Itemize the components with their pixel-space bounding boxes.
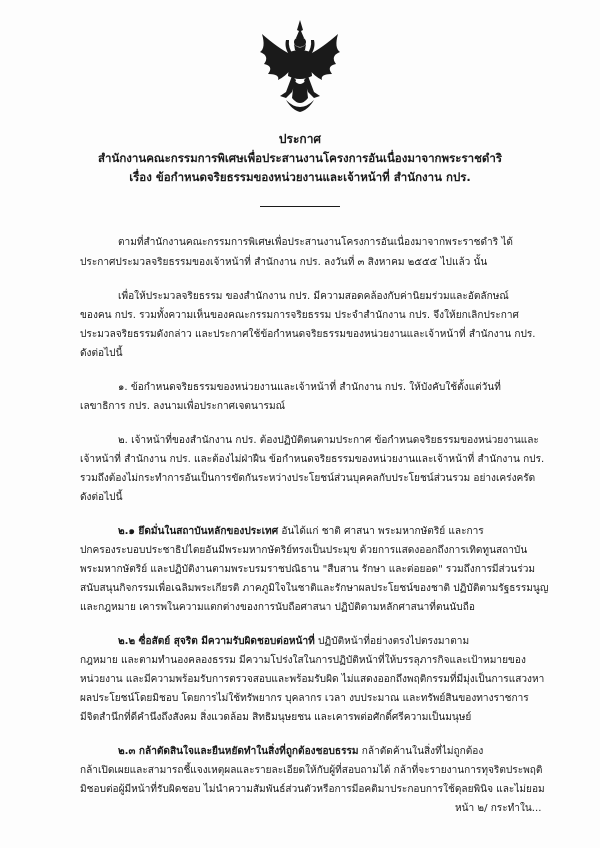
paragraph-line: มิชอบต่อผู้มีหน้าที่รับผิดชอบ ไม่นำความสัมพันธ์ส่วนตัวหรือการมีอคติมาประกอบการใช้ดุลยพินิจ และไม่ยอม	[80, 784, 545, 795]
clause-text: ปฏิบัติหน้าที่อย่างตรงไปตรงมาตาม	[314, 636, 470, 647]
paragraph-line: เลขาธิการ กปร. ลงนามเพื่อประกาศเจตนารมณ์	[80, 401, 285, 412]
paragraph-line: ๒. เจ้าหน้าที่ของสำนักงาน กปร. ต้องปฏิบัติตนตามประกาศ ข้อกำหนดจริยธรรมของหน่วยงานและ	[118, 435, 539, 446]
garuda-emblem	[256, 18, 344, 116]
clause-2-1-heading: ๒.๑ ยึดมั่นในสถาบันหลักของประเทศ	[118, 526, 279, 537]
clause-2-3-heading: ๒.๓ กล้าตัดสินใจและยืนหยัดทำในสิ่งที่ถูกต้องชอบธรรม	[118, 746, 359, 757]
paragraph-line: เจ้าหน้าที่ สำนักงาน กปร. และต้องไม่ฝ่าฝืน ข้อกำหนดจริยธรรมของหน่วยงานและเจ้าหน้าที่ สำนักงาน กปร.	[80, 454, 545, 465]
clause-text: อันได้แก่ ชาติ ศาสนา พระมหากษัตริย์ และการ	[278, 526, 484, 537]
paragraph-line: รวมถึงต้องไม่กระทำการอันเป็นการขัดกันระหว่างประโยชน์ส่วนบุคคลกับประโยชน์ส่วนรวม อย่างเคร่งครัด	[80, 473, 536, 484]
clause-2-2-heading: ๒.๒ ซื่อสัตย์ สุจริต มีความรับผิดชอบต่อหน้าที่	[118, 636, 315, 647]
organization-name: สำนักงานคณะกรรมการพิเศษเพื่อประสานงานโครงการอันเนื่องมาจากพระราชดำริ	[97, 151, 503, 165]
paragraph-line: ตามที่สำนักงานคณะกรรมการพิเศษเพื่อประสานงานโครงการอันเนื่องมาจากพระราชดำริ ได้	[118, 237, 513, 248]
paragraph-line: ประกาศประมวลจริยธรรมของเจ้าหน้าที่ สำนักงาน กปร. ลงวันที่ ๓ สิงหาคม ๒๕๕๕ ไปแล้ว นั้น	[80, 257, 488, 268]
paragraph-line: ๑. ข้อกำหนดจริยธรรมของหน่วยงานและเจ้าหน้าที่ สำนักงาน กปร. ให้บังคับใช้ตั้งแต่วันที่	[118, 382, 501, 393]
page-continuation-note: หน้า ๒/ กระทำใน...	[455, 803, 542, 814]
paragraph-line: และกฎหมาย เคารพในความแตกต่างของการนับถือศาสนา ปฏิบัติตามหลักศาสนาที่ตนนับถือ	[80, 602, 475, 613]
paragraph-line: ดังต่อไปนี้	[80, 348, 123, 359]
paragraph-line: ปกครองระบอบประชาธิปไตยอันมีพระมหากษัตริย์ทรงเป็นประมุข ด้วยการแสดงออกถึงการเทิดทูนสถาบัน	[80, 545, 528, 556]
paragraph-line: ของคน กปร. รวมทั้งความเห็นของคณะกรรมการจริยธรรม ประจำสำนักงาน กปร. จึงให้ยกเลิกประกาศ	[80, 310, 519, 321]
paragraph-line: สนับสนุนกิจกรรมเพื่อเฉลิมพระเกียรติ ภาคภูมิใจในชาติและรักษาผลประโยชน์ของชาติ ปฏิบัติตามรัฐธรรมนูญ	[80, 583, 549, 594]
clause-2-2-first-line	[118, 635, 469, 649]
paragraph-line: กฎหมาย และตามทำนองคลองธรรม มีความโปร่งใสในการปฏิบัติหน้าที่ให้บรรลุภารกิจและเป้าหมายของ	[80, 655, 526, 666]
paragraph-line: พระมหากษัตริย์ และปฏิบัติงานตามพระบรมราชปณิธาน "สืบสาน รักษา และต่อยอด" รวมถึงการมีส่วนร่วม	[80, 564, 536, 575]
paragraph-line: ดังต่อไปนี้	[80, 492, 123, 503]
paragraph-line: เพื่อให้ประมวลจริยธรรม ของสำนักงาน กปร. มีความสอดคล้องกับค่านิยมร่วมและอัตลักษณ์	[118, 291, 509, 302]
paragraph-line: หน่วยงาน และมีความพร้อมรับการตรวจสอบและพร้อมรับผิด ไม่แสดงออกถึงพฤติกรรมที่มีมุ่งเป็นการแสวงหา	[80, 674, 545, 685]
paragraph-line: มีจิตสำนึกที่ดีคำนึงถึงสังคม สิ่งแวดล้อม สิทธิมนุษยชน และเคารพต่อศักดิ์ศรีความเป็นมนุษย์	[80, 712, 472, 723]
clause-text: กล้าตัดค้านในสิ่งที่ไม่ถูกต้อง	[358, 746, 484, 757]
title-divider	[260, 206, 340, 207]
clause-2-3-first-line	[118, 745, 483, 759]
clause-2-1-first-line	[118, 525, 484, 539]
paragraph-line: ประมวลจริยธรรมดังกล่าว และประกาศใช้ข้อกำหนดจริยธรรมของหน่วยงานและเจ้าหน้าที่ สำนักงาน กปร.	[80, 329, 536, 340]
announcement-title: ประกาศ	[278, 132, 322, 146]
paragraph-line: ผลประโยชน์โดยมิชอบ โดยการไม่ใช้ทรัพยากร บุคลากร เวลา งบประมาณ และทรัพย์สินของทางราชการ	[80, 693, 529, 704]
announcement-subject: เรื่อง ข้อกำหนดจริยธรรมของหน่วยงานและเจ้าหน้าที่ สำนักงาน กปร.	[129, 170, 471, 184]
paragraph-line: กล้าเปิดเผยและสามารถชี้แจงเหตุผลและรายละเอียดให้กับผู้ที่สอบถามได้ กล้าที่จะรายงานการทุจริตประพฤติ	[80, 765, 543, 776]
